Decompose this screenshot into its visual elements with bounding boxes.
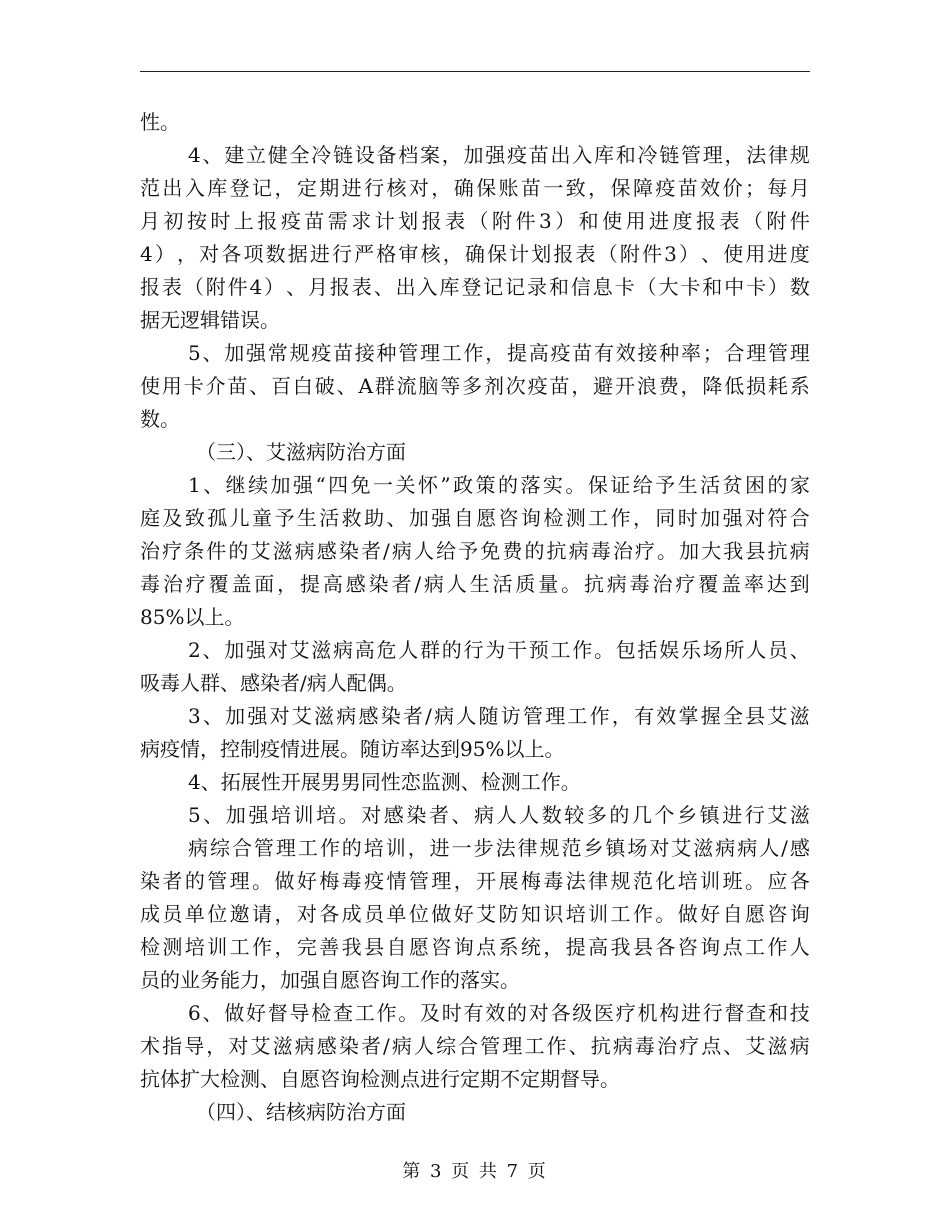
text-line: 治 疗 条 件 的 艾 滋 病 感 染 者 / 病 人 给 予 免 费 的 抗 病 毒 治 疗 。 加 大 我 县 抗 病 xyxy=(140,539,810,563)
text-line: 4、拓展性开展男男同性恋监测、检测工作。 xyxy=(188,770,581,794)
text-line: 成 员 单 位 邀 请 ， 对 各 成 员 单 位 做 好 艾 防 知 识 培 训 工 作 。 做 好 自 愿 咨 询 xyxy=(140,902,810,926)
text-line: 病 综 合 管 理 工 作 的 培 训 ， 进 一 步 法 律 规 范 乡 镇 场 对 艾 滋 病 病 人 / 感 xyxy=(188,836,810,860)
text-line: 85%以上。 xyxy=(140,605,245,629)
page-number-footer: 第 3 页 共 7 页 xyxy=(402,1161,548,1182)
text-line: 吸毒人群、感染者/病人配偶。 xyxy=(140,671,407,695)
text-line: 据无逻辑错误。 xyxy=(140,308,280,332)
text-line: 5 、 加 强 培 训 培 。 对 感 染 者 、 病 人 人 数 较 多 的 几 个 乡 镇 进 行 艾 滋 xyxy=(188,803,810,827)
text-line: 4 ） ， 对 各 项 数 据 进 行 严 格 审 核 ， 确 保 计 划 报 表 （ 附 件 3 ） 、 使 用 进 度 xyxy=(140,242,810,266)
text-line: 检 测 培 训 工 作 ， 完 善 我 县 自 愿 咨 询 点 系 统 ， 提 高 我 县 各 咨 询 点 工 作 人 xyxy=(140,935,810,959)
text-line: 员的业务能力，加强自愿咨询工作的落实。 xyxy=(140,968,520,992)
text-line: 2 、 加 强 对 艾 滋 病 高 危 人 群 的 行 为 干 预 工 作 。 包 括 娱 乐 场 所 人 员 、 xyxy=(188,638,810,662)
text-line: 使 用 卡 介 苗 、 百 白 破 、 A 群 流 脑 等 多 剂 次 疫 苗 ， 避 开 浪 费 ， 降 低 损 耗 系 xyxy=(140,374,810,398)
text-line: 性。 xyxy=(140,110,180,134)
text-line: 6 、 做 好 督 导 检 查 工 作 。 及 时 有 效 的 对 各 级 医 疗 机 构 进 行 督 查 和 技 xyxy=(188,1001,810,1025)
text-line: 1 、 继 续 加 强 “ 四 免 一 关 怀 ” 政 策 的 落 实 。 保 证 给 予 生 活 贫 困 的 家 xyxy=(188,473,810,497)
text-line: 3 、 加 强 对 艾 滋 病 感 染 者 / 病 人 随 访 管 理 工 作 ， 有 效 掌 握 全 县 艾 滋 xyxy=(188,704,810,728)
header-rule xyxy=(140,71,810,72)
section-heading: （三）、艾滋病防治方面 xyxy=(196,440,406,464)
text-line: 术 指 导 ， 对 艾 滋 病 感 染 者 / 病 人 综 合 管 理 工 作 、 抗 病 毒 治 疗 点 、 艾 滋 病 xyxy=(140,1034,810,1058)
text-line: 报 表 （ 附 件 4 ） 、 月 报 表 、 出 入 库 登 记 记 录 和 信 息 卡 （ 大 卡 和 中 卡 ） 数 xyxy=(140,275,810,299)
text-line: 数。 xyxy=(140,407,180,431)
text-line: 染 者 的 管 理 。 做 好 梅 毒 疫 情 管 理 ， 开 展 梅 毒 法 律 规 范 化 培 训 班 。 应 各 xyxy=(140,869,810,893)
text-line: 范 出 入 库 登 记 ， 定 期 进 行 核 对 ， 确 保 账 苗 一 致 ， 保 障 疫 苗 效 价 ； 每 月 xyxy=(140,176,810,200)
text-line: 5 、 加 强 常 规 疫 苗 接 种 管 理 工 作 ， 提 高 疫 苗 有 效 接 种 率 ； 合 理 管 理 xyxy=(188,341,810,365)
text-line: 庭 及 致 孤 儿 童 予 生 活 救 助 、 加 强 自 愿 咨 询 检 测 工 作 ， 同 时 加 强 对 符 合 xyxy=(140,506,810,530)
text-line: 毒 治 疗 覆 盖 面 ， 提 高 感 染 者 / 病 人 生 活 质 量 。 抗 病 毒 治 疗 覆 盖 率 达 到 xyxy=(140,572,810,596)
text-line: 抗体扩大检测、自愿咨询检测点进行定期不定期督导。 xyxy=(140,1067,620,1091)
text-line: 4 、 建 立 健 全 冷 链 设 备 档 案 ， 加 强 疫 苗 出 入 库 和 冷 链 管 理 ， 法 律 规 xyxy=(188,143,810,167)
text-line: 病疫情，控制疫情进展。随访率达到95%以上。 xyxy=(140,737,565,761)
text-line: 月 初 按 时 上 报 疫 苗 需 求 计 划 报 表 （ 附 件 3 ） 和 使 用 进 度 报 表 （ 附 件 xyxy=(140,209,810,233)
section-heading: （四）、结核病防治方面 xyxy=(196,1100,406,1124)
document-body xyxy=(140,106,810,1129)
